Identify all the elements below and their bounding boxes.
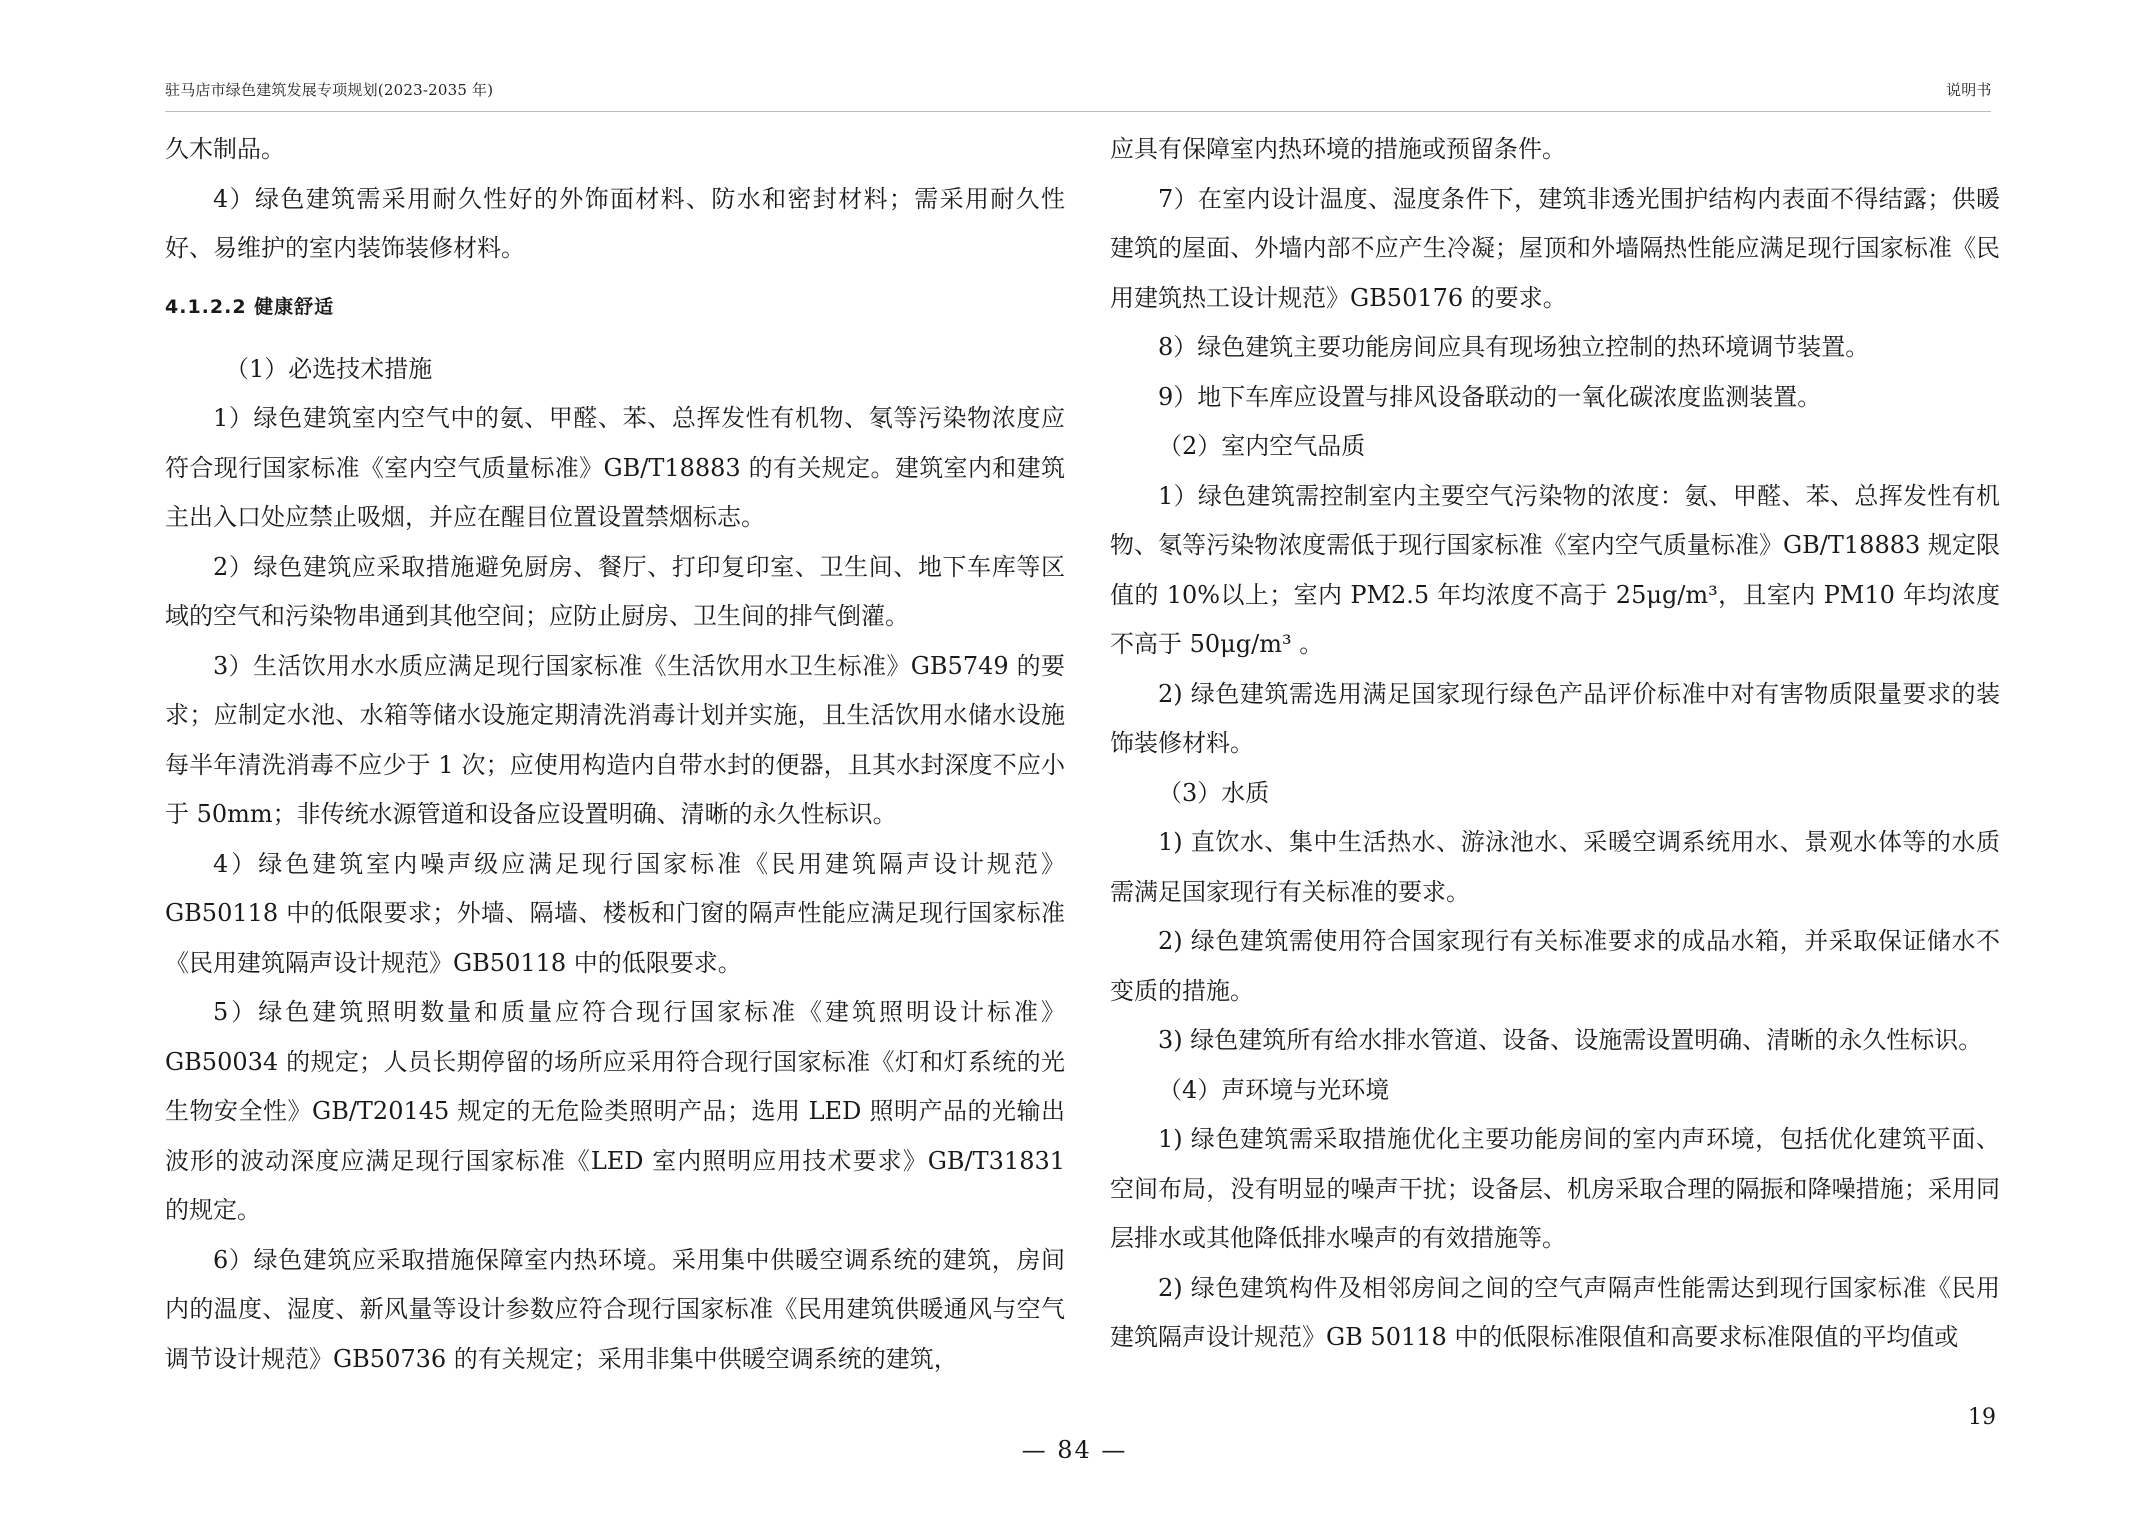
paragraph: 1) 直饮水、集中生活热水、游泳池水、采暖空调系统用水、景观水体等的水质需满足国家现行有关标准的要求。 (1110, 828, 2000, 906)
paragraph: 应具有保障室内热环境的措施或预留条件。 (1110, 135, 1566, 163)
header-rule (165, 111, 1991, 112)
paragraph: 6）绿色建筑应采取措施保障室内热环境。采用集中供暖空调系统的建筑，房间内的温度、湿度、新风量等设计参数应符合现行国家标准《民用建筑供暖通风与空气调节设计规范》GB50736 的有关规定；采用非集中供暖空调系统的建筑， (165, 1245, 1065, 1373)
paragraph: 1）绿色建筑需控制室内主要空气污染物的浓度：氨、甲醛、苯、总挥发性有机物、氡等污染物浓度需低于现行国家标准《室内空气质量标准》GB/T18883 规定限值的 10%以上；室内 PM2.5 年均浓度不高于 25μg/m³，且室内 PM10 年均浓度不高于 50μg/m³ 。 (1110, 481, 2000, 658)
paragraph: 2) 绿色建筑构件及相邻房间之间的空气声隔声性能需达到现行国家标准《民用建筑隔声设计规范》GB 50118 中的低限标准限值和高要求标准限值的平均值或 (1110, 1273, 2000, 1351)
paragraph: 1）绿色建筑室内空气中的氨、甲醛、苯、总挥发性有机物、氡等污染物浓度应符合现行国家标准《室内空气质量标准》GB/T18883 的有关规定。建筑室内和建筑主出入口处应禁止吸烟，并应在醒目位置设置禁烟标志。 (165, 404, 1065, 531)
paragraph: 7）在室内设计温度、湿度条件下，建筑非透光围护结构内表面不得结露；供暖建筑的屋面、外墙内部不应产生冷凝；屋顶和外墙隔热性能应满足现行国家标准《民用建筑热工设计规范》GB50176 的要求。 (1110, 184, 2000, 312)
paragraph: 5）绿色建筑照明数量和质量应符合现行国家标准《建筑照明设计标准》GB50034 的规定；人员长期停留的场所应采用符合现行国家标准《灯和灯系统的光生物安全性》GB/T20145 规定的无危险类照明产品；选用 LED 照明产品的光输出波形的波动深度应满足现行国家标准《LED 室内照明应用技术要求》GB/T31831 的规定。 (165, 998, 1065, 1224)
paragraph: （3）水质 (1158, 778, 1270, 807)
section-heading: 4.1.2.2 健康舒适 (165, 295, 335, 318)
paragraph: 8）绿色建筑主要功能房间应具有现场独立控制的热环境调节装置。 (1158, 333, 1870, 361)
paragraph: 4）绿色建筑需采用耐久性好的外饰面材料、防水和密封材料；需采用耐久性好、易维护的室内装饰装修材料。 (165, 184, 1065, 262)
paragraph: 4）绿色建筑室内噪声级应满足现行国家标准《民用建筑隔声设计规范》GB50118 中的低限要求；外墙、隔墙、楼板和门窗的隔声性能应满足现行国家标准《民用建筑隔声设计规范》GB50118 中的低限要求。 (165, 849, 1065, 977)
paragraph: 9）地下车库应设置与排风设备联动的一氧化碳浓度监测装置。 (1158, 382, 1822, 411)
paragraph: （4）声环境与光环境 (1158, 1075, 1390, 1104)
page-number-right: 19 (1968, 1405, 1996, 1430)
paragraph: 3）生活饮用水水质应满足现行国家标准《生活饮用水卫生标准》GB5749 的要求；应制定水池、水箱等储水设施定期清洗消毒计划并实施，且生活饮用水储水设施每半年清洗消毒不应少于 1 次；应使用构造内自带水封的便器，且其水封深度不应小于 50mm；非传统水源管道和设备应设置明确、清晰的永久性标识。 (165, 651, 1065, 828)
page-number-center: — 84 — (1021, 1436, 1128, 1464)
paragraph: （1）必选技术措施 (225, 354, 433, 383)
running-header-title: 驻马店市绿色建筑发展专项规划(2023-2035 年) (165, 81, 494, 99)
paragraph: 久木制品。 (165, 135, 285, 163)
paragraph: 1) 绿色建筑需采取措施优化主要功能房间的室内声环境，包括优化建筑平面、空间布局，没有明显的噪声干扰；设备层、机房采取合理的隔振和降噪措施；采用同层排水或其他降低排水噪声的有效措施等。 (1110, 1125, 2000, 1252)
paragraph: 3) 绿色建筑所有给水排水管道、设备、设施需设置明确、清晰的永久性标识。 (1158, 1026, 1983, 1054)
paragraph: 2) 绿色建筑需选用满足国家现行绿色产品评价标准中对有害物质限量要求的装饰装修材料。 (1110, 679, 2000, 757)
paragraph: （2）室内空气品质 (1158, 432, 1366, 460)
paragraph: 2）绿色建筑应采取措施避免厨房、餐厅、打印复印室、卫生间、地下车库等区域的空气和污染物串通到其他空间；应防止厨房、卫生间的排气倒灌。 (165, 552, 1065, 630)
paragraph: 2) 绿色建筑需使用符合国家现行有关标准要求的成品水箱，并采取保证储水不变质的措施。 (1110, 927, 2000, 1005)
left-column (165, 125, 1065, 1384)
running-header-section: 说明书 (1946, 81, 1992, 99)
right-column (1110, 125, 2000, 1363)
